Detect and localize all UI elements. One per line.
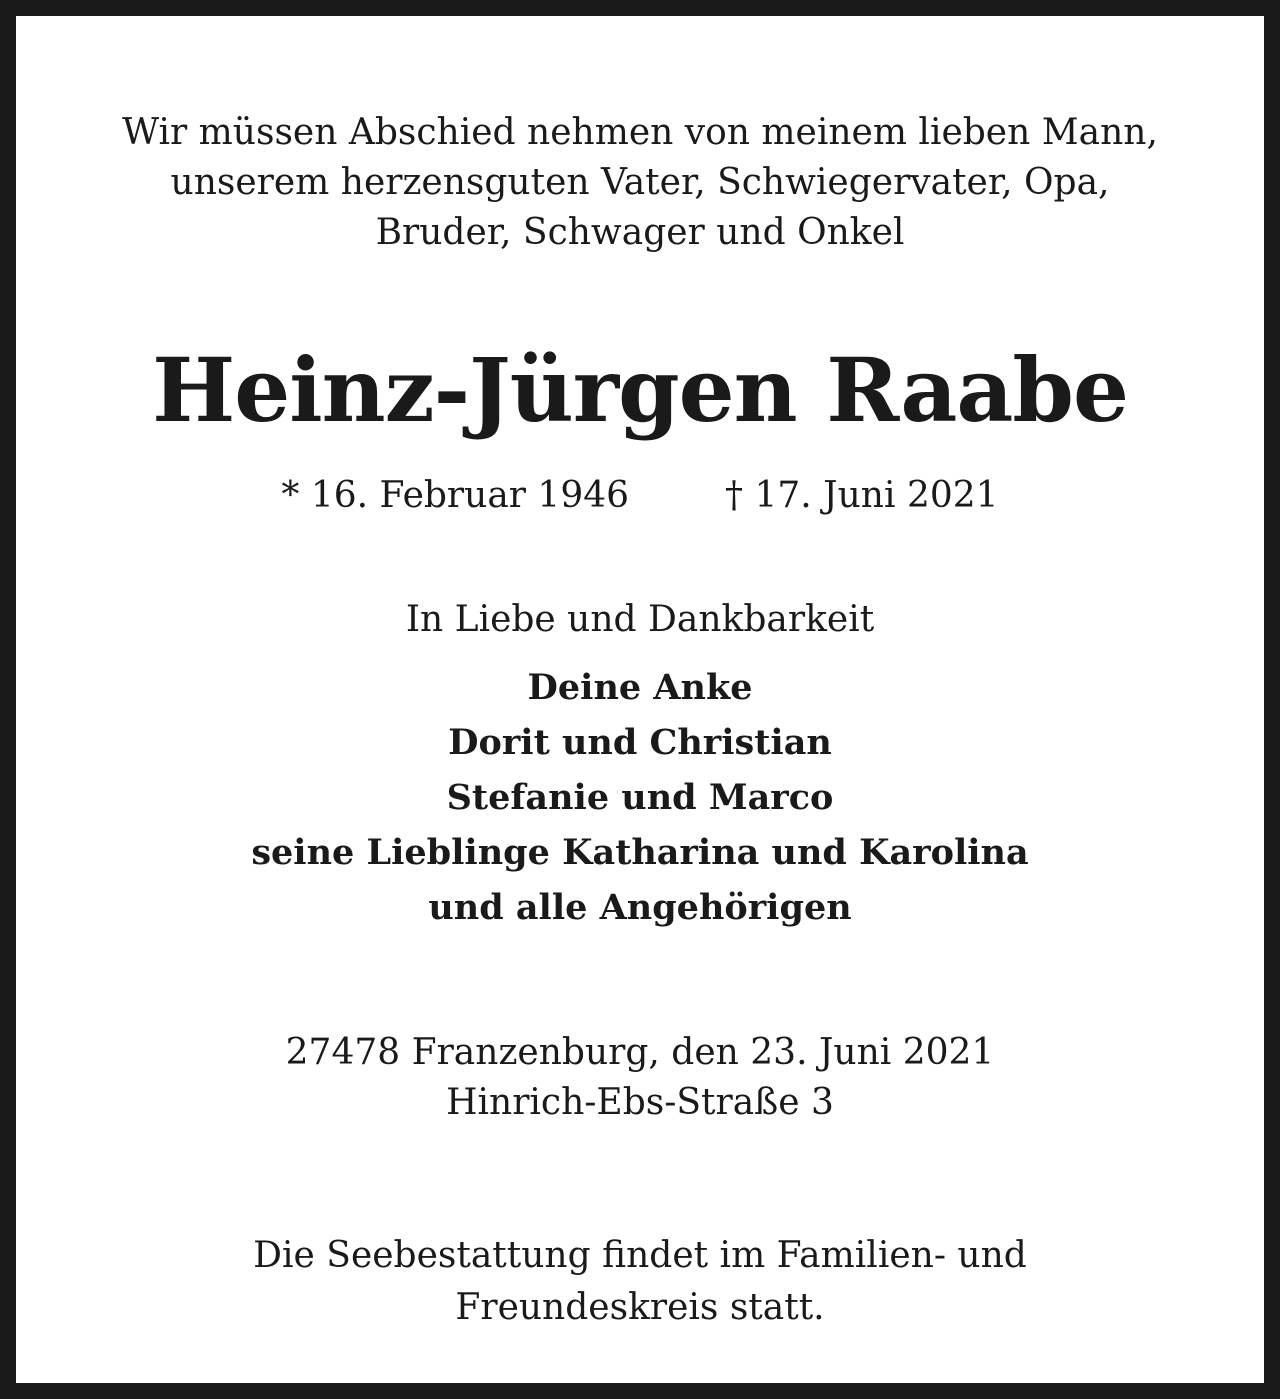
family-line: Deine Anke — [527, 667, 753, 708]
intro-line: Wir müssen Abschied nehmen von meinem lieben Mann, — [122, 112, 1158, 153]
intro-text — [32, 108, 1248, 258]
birth-date: * 16. Februar 1946 — [281, 475, 630, 516]
family-list — [32, 660, 1248, 935]
burial-line: Freundeskreis statt. — [455, 1287, 825, 1328]
thanks-text: In Liebe und Dankbarkeit — [405, 599, 875, 640]
deceased-name: Heinz-Jürgen Raabe — [152, 338, 1128, 442]
life-dates — [32, 472, 1248, 520]
family-line: Stefanie und Marco — [446, 777, 834, 818]
burial-note — [32, 1230, 1248, 1334]
family-line: Dorit und Christian — [448, 722, 832, 763]
intro-line: Bruder, Schwager und Onkel — [375, 212, 905, 253]
notice-content — [32, 32, 1248, 1367]
place-date-line: 27478 Franzenburg, den 23. Juni 2021 — [285, 1032, 995, 1073]
family-line: seine Lieblinge Katharina und Karolina — [251, 832, 1029, 873]
burial-line: Die Seebestattung findet im Familien- und — [253, 1235, 1027, 1276]
family-line: und alle Angehörigen — [428, 887, 852, 928]
place-and-address — [32, 1028, 1248, 1128]
death-date: † 17. Juni 2021 — [725, 475, 999, 516]
intro-line: unserem herzensguten Vater, Schwiegervater, Opa, — [170, 162, 1110, 203]
address-line: Hinrich-Ebs-Straße 3 — [446, 1082, 834, 1123]
